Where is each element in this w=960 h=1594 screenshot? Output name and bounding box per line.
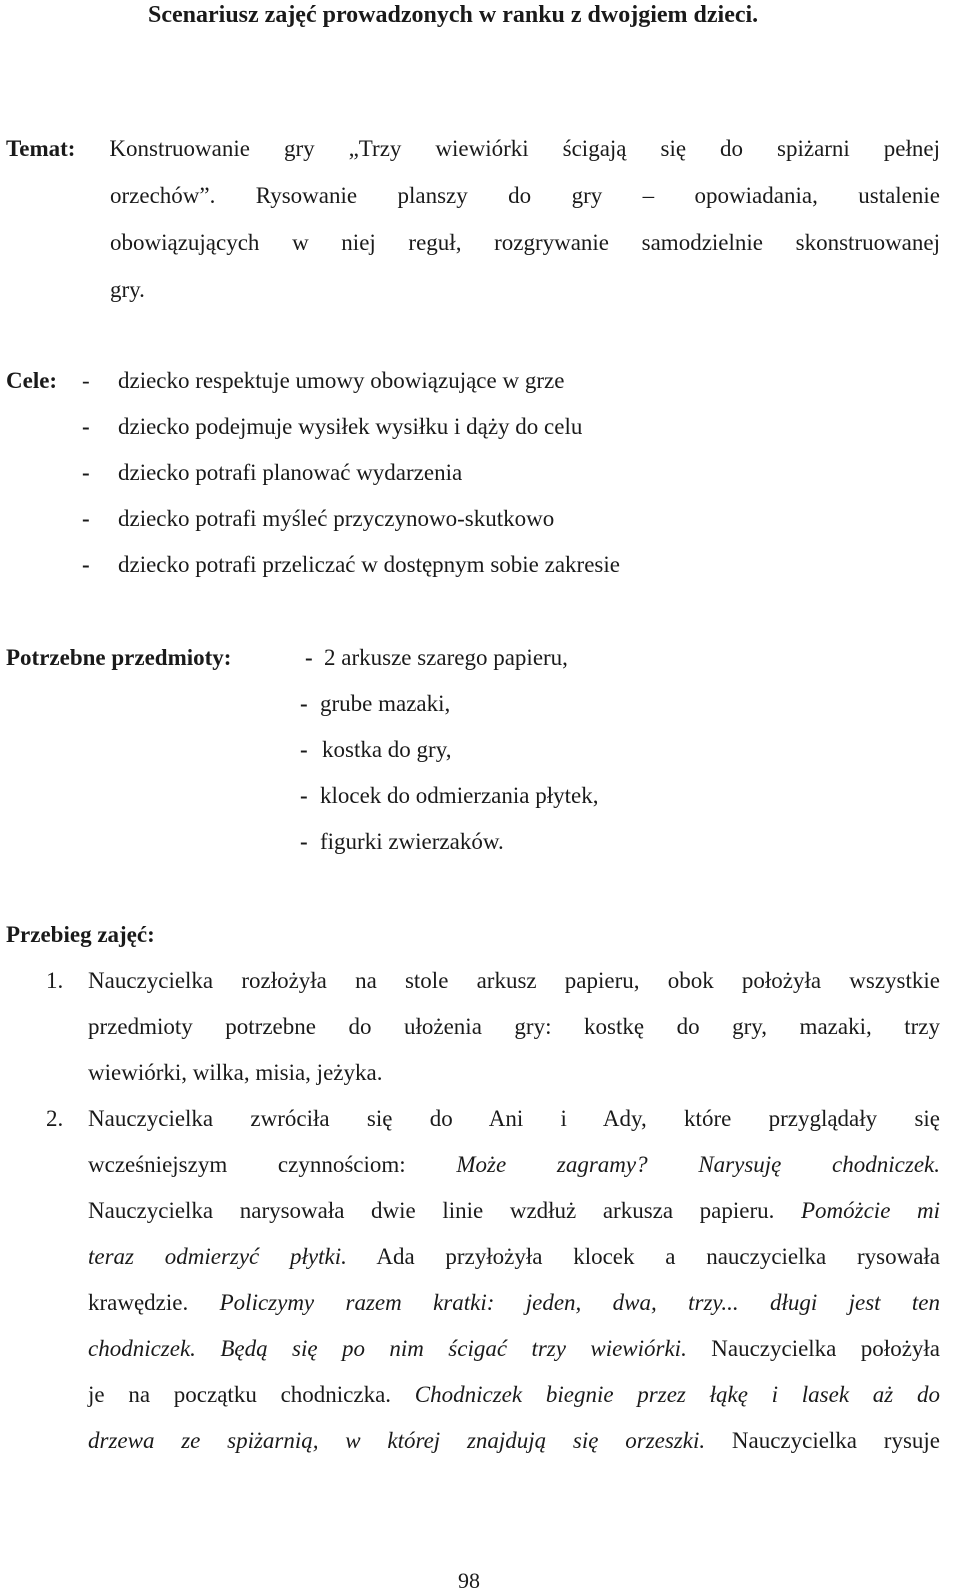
temat-line-3: obowiązujących w niej reguł, rozgrywanie samodzielnie skonstruowanej	[110, 230, 940, 255]
cele-item-4: dziecko potrafi myśleć przyczynowo-skutkowo	[118, 506, 555, 531]
przedmioty-dash-4: -	[300, 783, 308, 808]
przebieg-num-2: 2.	[46, 1106, 64, 1131]
przebieg-p1-line-3: wiewiórki, wilka, misia, jeżyka.	[88, 1060, 383, 1085]
przebieg-label: Przebieg zajęć:	[6, 922, 155, 947]
przedmioty-item-2: grube mazaki,	[320, 691, 451, 716]
cele-item-1: dziecko respektuje umowy obowiązujące w grze	[118, 368, 565, 393]
przebieg-p2-line-1: Nauczycielka zwróciła się do Ani i Ady, które przyglądały się	[88, 1106, 940, 1131]
przedmioty-item-5: figurki zwierzaków.	[320, 829, 504, 854]
przebieg-p2-line-6	[88, 1334, 940, 1364]
cele-item-3: dziecko potrafi planować wydarzenia	[118, 460, 463, 485]
temat-line-2: orzechów”. Rysowanie planszy do gry – opowiadania, ustalenie	[110, 183, 940, 208]
page-number: 98	[458, 1568, 480, 1593]
przebieg-num-1: 1.	[46, 968, 64, 993]
temat-line-1	[6, 134, 940, 164]
przebieg-p2-line-2	[88, 1150, 940, 1180]
p2-l7-italic: Chodniczek biegnie przez łąkę i lasek aż do	[414, 1382, 940, 1407]
p2-l2-plain: wcześniejszym czynnościom:	[88, 1152, 406, 1177]
p2-l5-italic: Policzymy razem kratki: jeden, dwa, trzy... długi jest ten	[219, 1290, 941, 1315]
przedmioty-item-3: kostka do gry,	[322, 737, 452, 762]
p2-l4-plain: Ada przyłożyła klocek a nauczycielka rysowała	[376, 1244, 941, 1269]
przedmioty-label: Potrzebne przedmioty:	[6, 645, 232, 670]
document-title: Scenariusz zajęć prowadzonych w ranku z dwojgiem dzieci.	[148, 2, 759, 28]
p2-l6-plain: Nauczycielka położyła	[711, 1336, 940, 1361]
p2-l3-italic: Pomóżcie mi	[800, 1198, 940, 1223]
cele-dash-4: -	[82, 506, 90, 531]
temat-label: Temat:	[6, 136, 76, 161]
p2-l3-plain: Nauczycielka narysowała dwie linie wzdłuż arkusza papieru.	[88, 1198, 775, 1223]
przebieg-p2-line-4	[88, 1242, 940, 1272]
cele-dash-5: -	[82, 552, 90, 577]
przedmioty-dash-2: -	[300, 691, 308, 716]
przebieg-p1-line-2: przedmioty potrzebne do ułożenia gry: kostkę do gry, mazaki, trzy	[88, 1014, 940, 1039]
cele-item-5: dziecko potrafi przeliczać w dostępnym sobie zakresie	[118, 552, 620, 577]
p2-l2-italic: Może zagramy? Narysuję chodniczek.	[456, 1152, 940, 1177]
przebieg-p2-line-3	[88, 1196, 940, 1226]
przedmioty-dash-1: -	[305, 645, 313, 670]
p2-l6-italic: chodniczek. Będą się po nim ścigać trzy wiewiórki.	[88, 1336, 687, 1361]
p2-l8-plain: Nauczycielka rysuje	[731, 1428, 940, 1453]
przebieg-p1-line-1: Nauczycielka rozłożyła na stole arkusz papieru, obok położyła wszystkie	[88, 968, 940, 993]
cele-label-text: Cele:	[6, 368, 58, 393]
p2-l8-italic: drzewa ze spiżarnią, w której znajdują się orzeszki.	[88, 1428, 706, 1453]
przedmioty-item-4: klocek do odmierzania płytek,	[320, 783, 599, 808]
przedmioty-dash-5: -	[300, 829, 308, 854]
p2-l5-plain: krawędzie.	[88, 1290, 189, 1315]
przedmioty-item-1: 2 arkusze szarego papieru,	[324, 645, 568, 670]
temat-text-1: Konstruowanie gry „Trzy wiewiórki ścigają się do spiżarni pełnej	[109, 136, 941, 161]
przebieg-p2-line-8	[88, 1426, 940, 1456]
cele-label	[6, 366, 57, 396]
przedmioty-dash-3: -	[300, 737, 308, 762]
cele-dash-3: -	[82, 460, 90, 485]
cele-item-2: dziecko podejmuje wysiłek wysiłku i dąży do celu	[118, 414, 583, 439]
p2-l7-plain: je na początku chodniczka.	[88, 1382, 392, 1407]
cele-dash-2: -	[82, 414, 90, 439]
przebieg-p2-line-5	[88, 1288, 940, 1318]
temat-line-4: gry.	[110, 277, 145, 302]
p2-l4-italic: teraz odmierzyć płytki.	[88, 1244, 347, 1269]
przebieg-p2-line-7	[88, 1380, 940, 1410]
cele-dash-1: -	[82, 368, 90, 393]
